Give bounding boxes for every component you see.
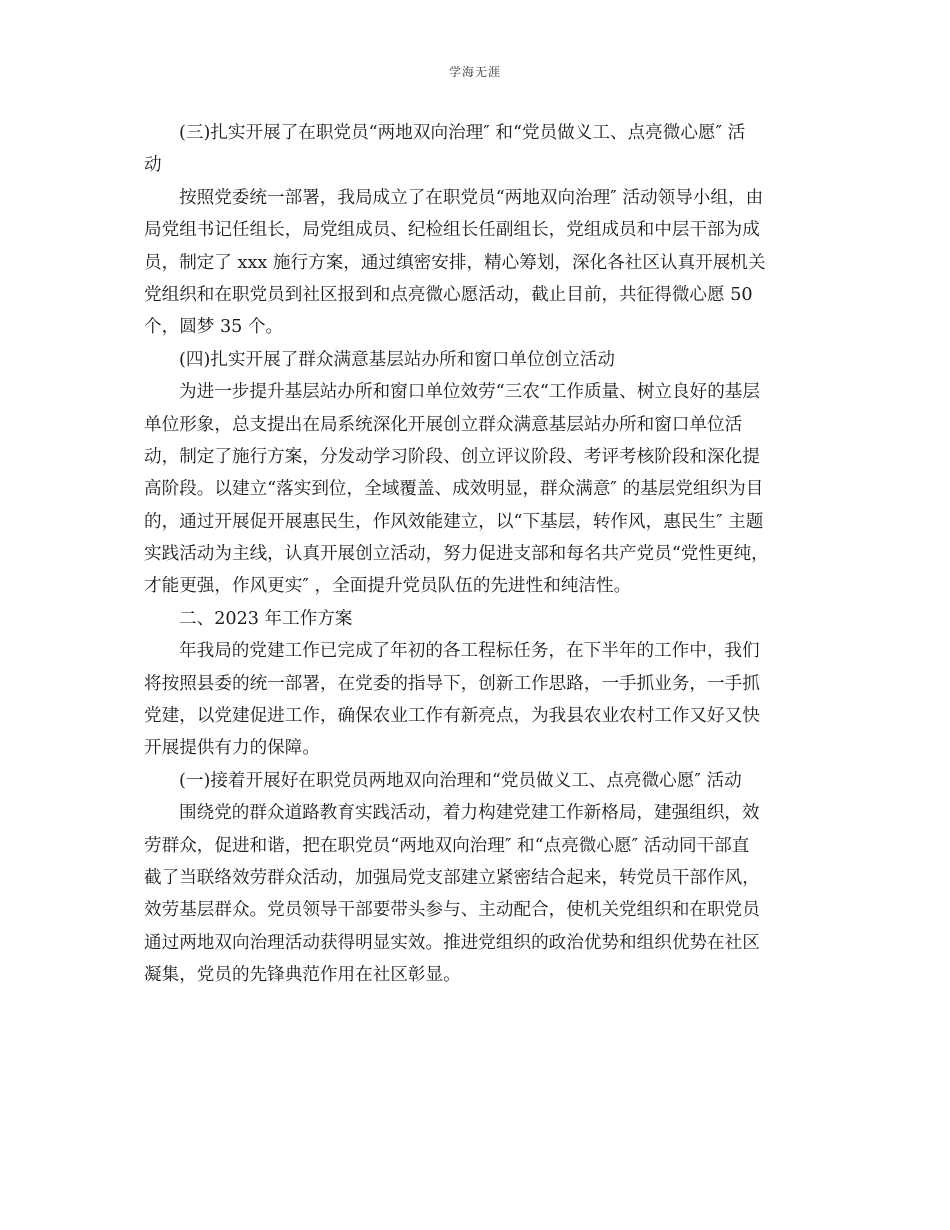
text-line: 劳群众，促进和谐，把在职党员“两地双向治理″ 和“点亮微心愿″ 活动同干部直 bbox=[144, 835, 750, 856]
text-line: (一)接着开展好在职党员两地双向治理和“党员做义工、点亮微心愿″ 活动 bbox=[179, 770, 742, 791]
text-line: 将按照县委的统一部署，在党委的指导下，创新工作思路，一手抓业务，一手抓 bbox=[144, 673, 760, 694]
text-line: 二、2023 年工作方案 bbox=[179, 608, 353, 629]
text-line: 按照党委统一部署，我局成立了在职党员“两地双向治理″ 活动领导小组，由 bbox=[179, 187, 764, 208]
text-line: 的，通过开展促开展惠民生，作风效能建立，以“下基层，转作风，惠民生″ 主题 bbox=[144, 511, 764, 532]
text-line: 年我局的党建工作已完成了年初的各工程标任务，在下半年的工作中，我们 bbox=[179, 641, 760, 662]
text-line: (三)扎实开展了在职党员“两地双向治理″ 和“党员做义工、点亮微心愿″ 活 bbox=[179, 123, 746, 143]
text-line: 为进一步提升基层站办所和窗口单位效劳“三农“工作质量、树立良好的基层 bbox=[179, 382, 760, 403]
text-line: 动，制定了施行方案，分发动学习阶段、创立评议阶段、考评考核阶段和深化提 bbox=[144, 446, 760, 467]
text-line: 局党组书记任组长，局党组成员、纪检组长任副组长，党组成员和中层干部为成 bbox=[144, 220, 760, 241]
page-header: 学海无涯 bbox=[448, 65, 501, 79]
text-line: 员，制定了 xxx 施行方案，通过缜密安排，精心筹划，深化各社区认真开展机关 bbox=[144, 252, 766, 273]
text-line: 实践活动为主线，认真开展创立活动，努力促进支部和每名共产党员“党性更纯， bbox=[144, 544, 769, 565]
text-line: (四)扎实开展了群众满意基层站办所和窗口单位创立活动 bbox=[179, 349, 615, 370]
text-line: 凝集，党员的先锋典范作用在社区彰显。 bbox=[144, 965, 461, 986]
document-body bbox=[144, 117, 804, 992]
text-line: 效劳基层群众。党员领导干部要带头参与、主动配合，使机关党组织和在职党员 bbox=[144, 900, 760, 921]
text-line: 通过两地双向治理活动获得明显实效。推进党组织的政治优势和组织优势在社区 bbox=[144, 932, 760, 953]
text-line: 才能更强，作风更实″ ，全面提升党员队伍的先进性和纯洁性。 bbox=[144, 576, 632, 597]
text-line: 动 bbox=[144, 155, 162, 176]
text-line: 开展提供有力的保障。 bbox=[144, 738, 320, 759]
text-line: 围绕党的群众道路教育实践活动，着力构建党建工作新格局，建强组织，效 bbox=[179, 803, 760, 824]
text-line: 高阶段。以建立“落实到位，全域覆盖、成效明显，群众满意″ 的基层党组织为目 bbox=[144, 479, 764, 500]
text-line: 截了当联络效劳群众活动，加强局党支部建立紧密结合起来，转党员干部作风， bbox=[144, 867, 760, 888]
text-line: 单位形象，总支提出在局系统深化开展创立群众满意基层站办所和窗口单位活 bbox=[144, 414, 743, 435]
text-line: 个，圆梦 35 个。 bbox=[144, 317, 284, 338]
text-line: 党建，以党建促进工作，确保农业工作有新亮点，为我县农业农村工作又好又快 bbox=[144, 706, 760, 727]
text-line: 党组织和在职党员到社区报到和点亮微心愿活动，截止目前，共征得微心愿 50 bbox=[144, 284, 753, 305]
